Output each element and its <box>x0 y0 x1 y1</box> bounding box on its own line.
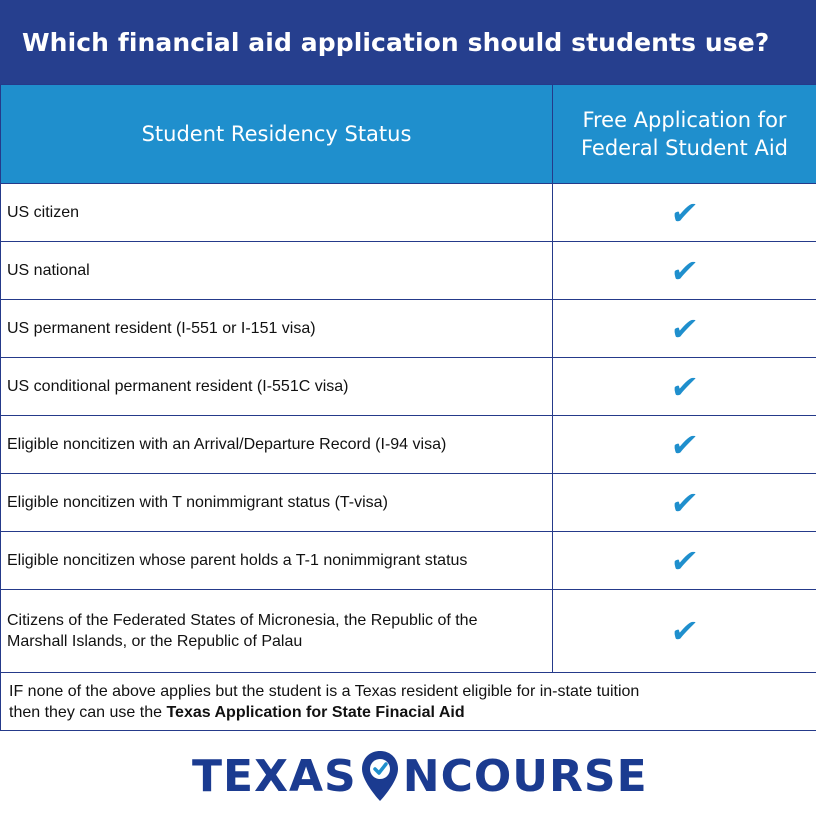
map-pin-icon <box>359 749 401 803</box>
table-row <box>1 474 816 532</box>
row-check-cell <box>553 358 816 416</box>
checkmark-icon: ✔ <box>668 612 701 650</box>
table-header-row <box>1 85 816 184</box>
row-status: US national <box>1 242 553 300</box>
row-status: Eligible noncitizen with an Arrival/Departure Record (I-94 visa) <box>1 416 553 474</box>
row-status: US citizen <box>1 184 553 242</box>
table-row <box>1 300 816 358</box>
row-check-cell <box>553 590 816 673</box>
column-header-fafsa: Free Application for Federal Student Aid <box>553 85 816 184</box>
row-status: Citizens of the Federated States of Micronesia, the Republic of the Marshall Islands, or the Republic of Palau <box>1 590 553 673</box>
residency-table <box>0 84 816 731</box>
row-status: US permanent resident (I-551 or I-151 visa) <box>1 300 553 358</box>
checkmark-icon: ✔ <box>668 483 701 522</box>
row-check-cell <box>553 242 816 300</box>
checkmark-icon: ✔ <box>668 367 701 406</box>
logo-text-right: NCOURSE <box>402 750 648 802</box>
texas-application-name: Texas Application for State Finacial Aid <box>166 703 465 721</box>
checkmark-icon: ✔ <box>668 193 701 232</box>
texas-oncourse-logo <box>192 748 648 804</box>
row-status: Eligible noncitizen with T nonimmigrant status (T-visa) <box>1 474 553 532</box>
row-check-cell <box>553 416 816 474</box>
checkmark-icon: ✔ <box>668 309 701 348</box>
table-row <box>1 590 816 673</box>
table-row <box>1 532 816 590</box>
column-header-residency: Student Residency Status <box>1 85 553 184</box>
footnote-line-1: IF none of the above applies but the student is a Texas resident eligible for in-state tuition <box>9 682 640 700</box>
page-title <box>0 0 816 84</box>
footnote-row <box>1 673 816 731</box>
footnote <box>1 673 816 731</box>
title-text: Which financial aid application should students use? <box>22 27 770 57</box>
table-row <box>1 242 816 300</box>
footnote-line-2: then they can use the Texas Application for State Finacial Aid <box>9 703 465 721</box>
row-status: Eligible noncitizen whose parent holds a T-1 nonimmigrant status <box>1 532 553 590</box>
table-row <box>1 184 816 242</box>
row-check-cell <box>553 532 816 590</box>
table-row <box>1 358 816 416</box>
table-row <box>1 416 816 474</box>
row-check-cell <box>553 300 816 358</box>
row-status: US conditional permanent resident (I-551C visa) <box>1 358 553 416</box>
checkmark-icon: ✔ <box>668 251 701 290</box>
logo-text-left: TEXAS <box>192 750 357 802</box>
checkmark-icon: ✔ <box>668 425 701 464</box>
checkmark-icon: ✔ <box>668 541 701 580</box>
row-check-cell <box>553 474 816 532</box>
row-check-cell <box>553 184 816 242</box>
